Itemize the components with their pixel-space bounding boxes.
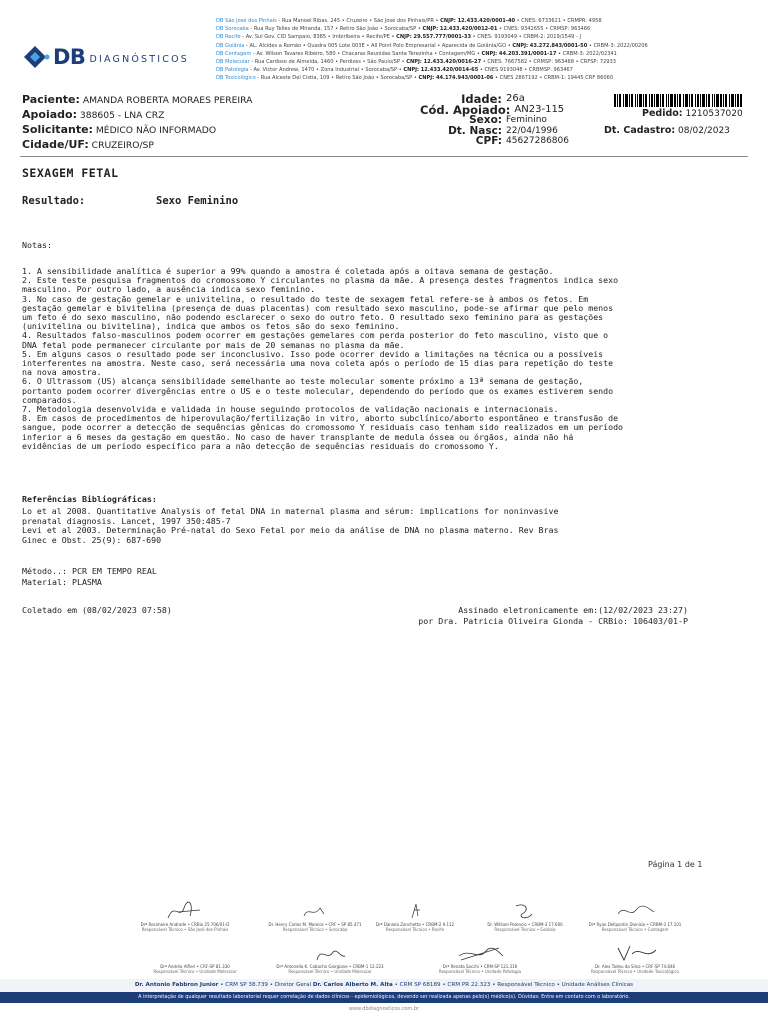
signature-icon <box>160 900 210 922</box>
website-link[interactable]: www.dbdiagnosticos.com.br <box>348 1006 420 1012</box>
refs-title: Referências Bibliográficas: <box>22 494 157 504</box>
cod-apoiado-label: Cód. Apoiado: <box>420 102 511 117</box>
pedido-label: Pedido: <box>642 108 683 119</box>
cadastro-label: Dt. Cadastro: <box>604 125 676 136</box>
cidade-row <box>22 139 154 152</box>
notes-title: Notas: <box>22 240 52 250</box>
warning-bar: A interpretação de qualquer resultado laboratorial requer correlação de dados clínicos - epidemiológicos, devendo ser realizada apenas pelo(s) médico(s). Dúvidas: Entre em contato com o laboratório. <box>0 992 768 1003</box>
sexo-label: Sexo: <box>469 114 502 126</box>
ref-line: Levi et al 2003. Determinação Pré-natal do Sexo Fetal por meio da análise de DNA no plasma materno. Rev Bras <box>22 525 559 535</box>
director2-info: • CRM SP 68189 • CRM PR 22.323 • Responsável Técnico • Unidade Análises Clínicas <box>392 982 634 988</box>
page-number: Página 1 de 1 <box>648 860 703 869</box>
signature-icon <box>305 942 355 964</box>
note-line: 1. A sensibilidade analítica é superior a 99% quando a amostra é coletada após a oitava semana de gestação. <box>22 267 554 276</box>
company-logo <box>20 42 200 72</box>
apoiado-label: Apoiado: <box>22 108 77 121</box>
signature-icon <box>290 900 340 922</box>
patient-details <box>420 94 590 147</box>
note-line: 6. O Ultrassom (US) alcança sensibilidade semelhante ao teste molecular somente próximo a 13ª semana de gestação, <box>22 377 584 387</box>
doctor-signature: Drª Antonella K. Cobacho Giorgiane • CRBM-1 12.223 Responsável Técnico • Unidade Molecular <box>255 942 405 974</box>
unit-line: DB Goiânia - AL. Alcides a Romão • Quadra 005 Lote 003E • All Point Polo Empresarial • Aparecida de Goiânia/GO • CNPJ: 43.272.843/0001-50 • CRBM-3: 2022/00206 <box>216 42 648 49</box>
header-divider <box>20 156 748 157</box>
signature-icon <box>390 900 440 922</box>
director1-info: • CRM SP 38.739 • Diretor Geral <box>218 982 313 988</box>
doctor-signature: Dr. Alex Tadeu da Silva • CRF-SP 74.846 Responsável Técnico • Unidade Toxicológico <box>560 942 710 974</box>
barcode-icon <box>614 94 742 107</box>
result-label: Resultado: <box>22 195 86 207</box>
notes-block <box>22 267 742 451</box>
result-value: Sexo Feminino <box>156 195 239 207</box>
note-line: na nova amostra. <box>22 368 102 378</box>
ref-line: Lo et al 2008. Quantitative Analysis of fetal DNA in maternal plasma and sérum: implications for noninvasive <box>22 506 559 516</box>
nasc-label: Dt. Nasc: <box>448 124 502 137</box>
exam-title: SEXAGEM FETAL <box>22 166 119 180</box>
unit-line: DB Molecular - Rua Cardoso de Almeida, 1460 • Perdizes • São Paulo/SP • CNPJ: 12.433.420/0016-27 • CNES: 7667582 • CRMSP: 963468 • CRFSP: 72933 <box>216 58 617 65</box>
apoiado-row <box>22 109 164 122</box>
pedido-value: 1210537020 <box>685 109 743 119</box>
refs-block <box>22 507 742 545</box>
doctor-signature: Drª Renata Sacchi • CRM-SP 121.316 Responsável Técnico • Unidade Patologia <box>405 942 555 974</box>
signature-icon <box>610 942 660 964</box>
cidade-label: Cidade/UF: <box>22 138 89 151</box>
director1-name: Dr. Antonio Fabbron Junior <box>134 982 219 988</box>
note-line: 3. No caso de gestação gemelar e univitelina, o resultado do teste de sexagem fetal refere-se à ambos os fetos. Em <box>22 294 589 304</box>
note-line: masculino. Por outro lado, a ausência indica sexo feminino. <box>22 285 316 295</box>
ref-line: prenatal diagnosis. Lancet, 1997 350:485-7 <box>22 515 231 526</box>
note-line: inferior a 6 meses da gestação em questão. No caso de haver transplante de medula óssea ou órgãos, ainda não há <box>22 432 574 442</box>
cpf-row <box>420 136 590 147</box>
note-line: DNA fetal pode permanecer circulante por mais de 20 semanas no plasma da mãe. <box>22 340 405 350</box>
note-line: evidências de um período específico para a não detecção de sequências residuais do cromossomo Y. <box>22 441 499 451</box>
unit-line: DB São José dos Pinhais - Rua Manoel Ribas, 245 • Cruzeiro • São José dos Pinhais/PR • CNJP: 12.433.420/0001-40 • CNES: 6733621 • CRMPR: 4958 <box>216 18 602 24</box>
cpf-label: CPF: <box>475 135 502 147</box>
note-line: 5. Em alguns casos o resultado pode ser inconclusivo. Isso pode ocorrer devido a limitações na técnica ou a possíveis <box>22 349 604 359</box>
units-list <box>216 17 766 83</box>
note-line: gestação gemelar e bivitelina (presença de duas placentas) com resultado sexo masculino, pode-se afirmar que pelo menos <box>22 303 614 313</box>
method-block <box>22 566 157 588</box>
cod-apoiado-row <box>420 102 590 117</box>
note-line: 2. Este teste pesquisa fragmentos do cromossomo Y circulantes no plasma da mãe. A presença destes fragmentos indica sexo <box>22 276 619 286</box>
logo-sub-text: DIAGNÓSTICOS <box>89 53 190 65</box>
note-line: 4. Resultados falso-masculinos podem ocorrer em gestações gemelares com perda posterior do feto masculino, visto que o <box>22 331 609 341</box>
sexo-row <box>420 115 590 126</box>
unit-line: DB Toxicológico - Rua Alceste Del Cistia, 109 • Retiro São João • Sorocaba/SP • CNPJ: 44.174.943/0001-06 • CNES 2867192 • CRBM-1: 19445 CRF 86060 <box>216 75 614 82</box>
note-line: (univitelina ou bivitelina), indica que ambos os fetos são do sexo feminino. <box>22 322 400 332</box>
solicitante-label: Solicitante: <box>22 123 93 136</box>
unit-line: DB Patologia - Av. Victor Andrew, 1470 • Zona Industrial • Sorocaba/SP • CNPJ: 12.433.420/0014-65 • CNES 9193048 • CRBMSP: 963467 <box>216 67 573 74</box>
signature-icon <box>500 900 550 922</box>
pedido-row <box>642 108 743 119</box>
idade-label: Idade: <box>461 92 502 106</box>
doctor-signature: Drª Rosimeire Andrade • CRBio 25.706/01-D Responsável Técnico • São José dos Pinhais <box>110 900 260 932</box>
ref-line: Ginec e Obst. 25(9): 687-690 <box>22 534 162 545</box>
note-line: sangue, pode ocorrer a detecção de sequências gênicas do cromossomo Y residuais caso tenham sido realizados em um período <box>22 423 623 433</box>
unit-line: DB Contagem - Av. Wilson Tavares Ribeiro, 580 • Chacaras Reunidas Santa Terezinha • Contagem/MG • CNPJ: 44.203.391/0001-17 • CRBM-3: 2022/02341 <box>216 50 617 57</box>
signature-block <box>320 605 688 627</box>
signed-by: por Dra. Patricia Oliveira Gionda - CRBio: 106403/01-P <box>418 616 688 626</box>
note-line: um feto é do sexo masculino, não podendo esclarecer o sexo do outro feto. O resultado sexo feminino para as gestações <box>22 313 604 323</box>
method-line: Método..: PCR EM TEMPO REAL <box>22 566 157 576</box>
doctor-signature: Dr. William Polencio • CRBM-3 17.606 Responsável Técnico • Goiânia <box>450 900 600 932</box>
collected-date: Coletado em (08/02/2023 07:58) <box>22 605 172 615</box>
patient-name-label: Paciente: <box>22 93 80 106</box>
doctor-signature: Drª Andréa Alfieri • CRF-SP 81.330 Responsável Técnico • Unidade Molecular <box>153 964 237 974</box>
note-line: interferentes na amostra. Neste caso, será necessária uma nova coleta após o período de 15 dias para repetição do teste <box>22 359 614 369</box>
doctor-signature: Drª Ryan Dellpontin Dionisio • CRBM-3 17.101 Responsável Técnico • Contagem <box>560 900 710 932</box>
signature-icon <box>455 942 505 964</box>
signed-date: Assinado eletronicamente em:(12/02/2023 23:27) <box>458 605 688 615</box>
cpf-value: 45627286806 <box>506 136 569 146</box>
cadastro-row <box>604 125 730 136</box>
patient-name-row <box>22 94 252 107</box>
unit-line: DB Recife - Av. Sul Gov. CID Sampaio, 8385 • Imbiribeira • Recife/PE • CNJP: 29.557.777/0001-33 • CNES: 9193049 • CRBM-2: 2019/1549 - J <box>216 34 581 41</box>
unit-line: DB Sorocaba - Rua Ruy Telles de Miranda, 157 • Retiro São João • Sorocaba/SP • CNJP: 12.433.420/0012-01 • CNES: 9342655 • CRMSP: 963466 <box>216 26 591 33</box>
directors-bar <box>0 979 768 992</box>
solicitante-value: MÉDICO NÃO INFORMADO <box>95 125 217 136</box>
note-line: portanto podem ocorrer divergências entre o US e o teste molecular, dependendo do período que os exames estiverem sendo <box>22 386 614 396</box>
signature-icon <box>610 900 660 922</box>
db-logo-icon <box>20 42 50 72</box>
apoiado-value: 388605 - LNA CRZ <box>79 110 165 121</box>
nasc-row <box>420 126 590 137</box>
cidade-value: CRUZEIRO/SP <box>91 140 154 151</box>
note-line: 7. Metodologia desenvolvida e validada in house seguindo protocolos de validação nacionais e internacionais. <box>22 405 559 415</box>
nasc-value: 22/04/1996 <box>506 125 558 136</box>
note-line: comparados. <box>22 395 77 405</box>
solicitante-row <box>22 124 216 137</box>
patient-name: AMANDA ROBERTA MORAES PEREIRA <box>82 95 253 106</box>
sexo-value: Feminino <box>506 115 547 125</box>
doctor-signature: Drª Daniela Zanchetta • CRBM-2 9.112 Responsável Técnico • Recife <box>340 900 490 932</box>
director2-name: Dr. Carlos Alberto M. Alta <box>312 982 393 988</box>
cod-apoiado-value: AN23-115 <box>514 103 565 115</box>
doctor-signature: Dr. Henry Carlos M. Moreira • CRF • SP 85.471 Responsável Técnico • Sorocaba <box>240 900 390 932</box>
note-line: 8. Em casos de procedimentos de hiperovulação/fertilização in vitro, aborto subclínico/aborto espontâneo e transfusão de <box>22 414 619 424</box>
idade-value: 26a <box>506 93 525 104</box>
cadastro-value: 08/02/2023 <box>678 126 730 136</box>
material-line: Material: PLASMA <box>22 577 102 587</box>
logo-db-text: DB <box>53 45 86 69</box>
